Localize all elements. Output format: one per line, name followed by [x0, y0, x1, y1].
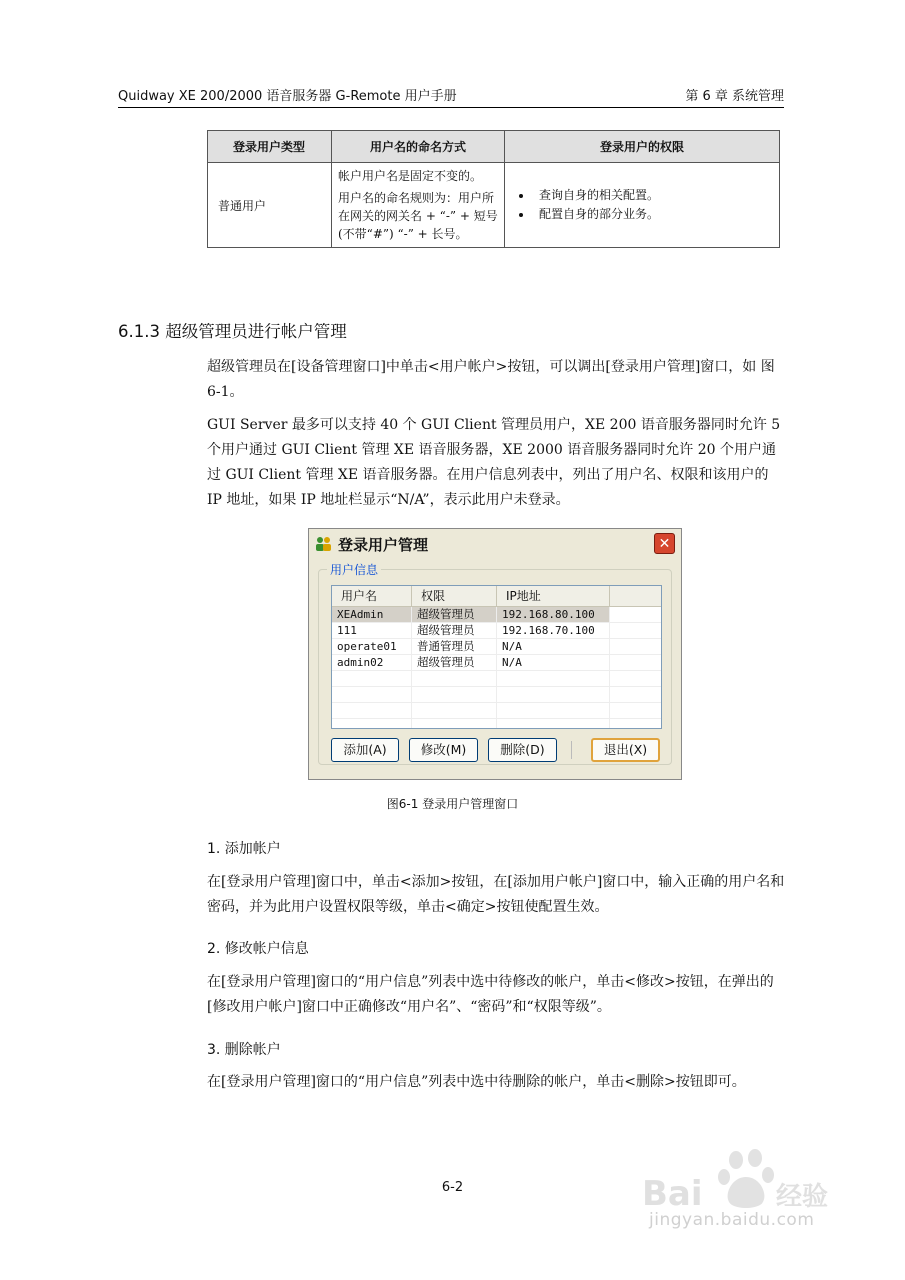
cell-empty	[610, 623, 661, 638]
watermark-url: jingyan.baidu.com	[649, 1210, 815, 1230]
running-header-right: 第 6 章 系统管理	[685, 89, 784, 104]
running-header-left: Quidway XE 200/2000 语音服务器 G-Remote 用户手册	[118, 89, 457, 104]
dialog-title: 登录用户管理	[338, 535, 429, 554]
user-list[interactable]	[331, 585, 662, 729]
column-header-ip[interactable]: IP地址	[497, 586, 610, 606]
table-row	[208, 163, 780, 248]
table-header-row	[208, 131, 780, 163]
figure-caption: 图6-1 登录用户管理窗口	[386, 797, 519, 811]
table-header: 登录用户的权限	[505, 131, 780, 163]
cell-ip: 192.168.80.100	[497, 607, 610, 622]
list-row[interactable]	[332, 655, 661, 671]
page-number: 6-2	[441, 1180, 464, 1195]
step-title: 1. 添加帐户	[207, 841, 281, 857]
user-permission-table	[207, 130, 780, 248]
table-header: 用户名的命名方式	[332, 131, 505, 163]
step-text: 在[登录用户管理]窗口的“用户信息”列表中选中待修改的帐户，单击<修改>按钮，在弹出的[修改用户帐户]窗口中正确修改“用户名”、“密码”和“权限等级”。	[207, 974, 774, 1015]
button-separator	[571, 741, 572, 759]
naming-rule-line: 用户名的命名规则为：用户所在网关的网关名 + “-” + 短号(不带“#”) “-” + 长号。	[338, 191, 498, 241]
list-item: • 查询自身的相关配置。	[533, 186, 779, 205]
step-title: 2. 修改帐户信息	[207, 941, 309, 957]
column-header-role[interactable]: 权限	[412, 586, 497, 606]
login-user-management-dialog	[308, 528, 682, 780]
list-row-empty	[332, 719, 661, 729]
cell-empty	[610, 655, 661, 670]
svg-text:经验: 经验	[776, 1182, 829, 1212]
group-label: 用户信息	[327, 561, 381, 578]
close-button[interactable]: ✕	[654, 533, 675, 554]
step-title: 3. 删除帐户	[207, 1042, 281, 1058]
step-text: 在[登录用户管理]窗口的“用户信息”列表中选中待删除的帐户，单击<删除>按钮即可。	[207, 1074, 746, 1090]
list-row[interactable]	[332, 623, 661, 639]
list-row[interactable]	[332, 607, 661, 623]
permission-list	[513, 186, 779, 224]
cell-ip: 192.168.70.100	[497, 623, 610, 638]
users-icon	[315, 536, 333, 552]
delete-button[interactable]: 删除(D)	[488, 738, 557, 762]
cell-ip: N/A	[497, 655, 610, 670]
exit-button[interactable]: 退出(X)	[591, 738, 660, 762]
table-header: 登录用户类型	[208, 131, 332, 163]
cell-role: 超级管理员	[412, 655, 497, 670]
cell-role: 普通管理员	[412, 639, 497, 654]
paragraph: 超级管理员在[设备管理窗口]中单击<用户帐户>按钮，可以调出[登录用户管理]窗口，如 图 6-1。	[207, 359, 775, 400]
cell-username: XEAdmin	[332, 607, 412, 622]
cell-empty	[610, 607, 661, 622]
baidu-watermark-logo	[640, 1147, 850, 1247]
modify-button[interactable]: 修改(M)	[409, 738, 478, 762]
list-row-empty	[332, 671, 661, 687]
list-row[interactable]	[332, 639, 661, 655]
section-title: 6.1.3 超级管理员进行帐户管理	[118, 322, 347, 341]
list-row-empty	[332, 687, 661, 703]
table-cell-naming	[332, 163, 505, 248]
table-cell-permissions	[505, 163, 780, 248]
column-header-empty	[610, 586, 661, 606]
cell-role: 超级管理员	[412, 623, 497, 638]
table-cell-user-type: 普通用户	[208, 163, 332, 248]
cell-username: 111	[332, 623, 412, 638]
header-rule	[118, 107, 784, 108]
dialog-title-bar	[309, 529, 681, 559]
naming-rule-line: 帐户用户名是固定不变的。	[338, 169, 483, 183]
cell-username: admin02	[332, 655, 412, 670]
step-text: 在[登录用户管理]窗口中，单击<添加>按钮，在[添加用户帐户]窗口中，输入正确的用户名和密码，并为此用户设置权限等级，单击<确定>按钮使配置生效。	[207, 874, 785, 915]
list-header	[332, 586, 661, 607]
cell-username: operate01	[332, 639, 412, 654]
list-item: • 配置自身的部分业务。	[533, 205, 779, 224]
cell-role: 超级管理员	[412, 607, 497, 622]
column-header-username[interactable]: 用户名	[332, 586, 412, 606]
cell-empty	[610, 639, 661, 654]
add-button[interactable]: 添加(A)	[331, 738, 399, 762]
svg-text:Bai: Bai	[642, 1174, 703, 1214]
list-row-empty	[332, 703, 661, 719]
cell-ip: N/A	[497, 639, 610, 654]
paragraph: GUI Server 最多可以支持 40 个 GUI Client 管理员用户，XE 200 语音服务器同时允许 5 个用户通过 GUI Client 管理 XE 语音服务器，XE 2000 语音服务器同时允许 20 个用户通过 GUI Client 管理 XE 语音服务器。在用户信息列表中，列出了用户名、权限和该用户的 IP 地址，如果 IP 地址栏显示“N/A”，表示此用户未登录。	[207, 417, 781, 508]
